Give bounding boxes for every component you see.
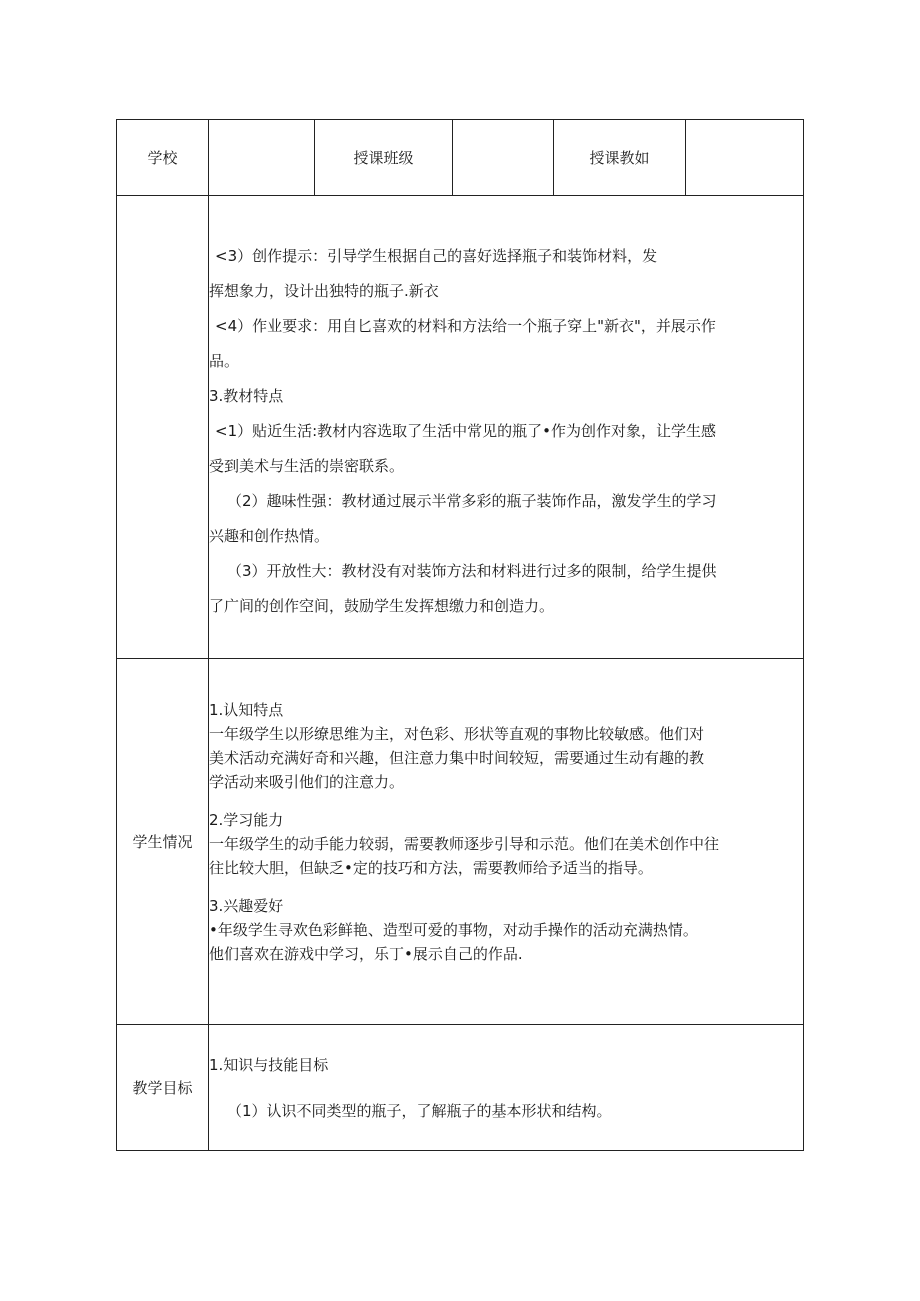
teacher-label: 授课教如: [554, 120, 686, 196]
paragraph-line: （2）趣味性强：教材通过展示半常多彩的瓶子装饰作品，激发学生的学习: [227, 491, 717, 510]
paragraph-line: 品。: [209, 351, 240, 370]
block-line: 他们喜欢在游戏中学习，乐丁•展示自己的作品.: [209, 944, 523, 963]
paragraph-line: （3）开放性大：教材没有对装饰方法和材料进行过多的限制，给学生提供: [227, 561, 717, 580]
paragraph-line: 了广间的创作空间，鼓励学生发挥想缴力和创造力。: [209, 596, 555, 615]
paragraph-line: 挥想象力，设计出独特的瓶子.新衣: [209, 281, 439, 300]
section-heading: 3.教材特点: [209, 386, 284, 405]
goal-item: （1）认识不同类型的瓶子，了解瓶子的基本形状和结构。: [227, 1101, 612, 1120]
block-line: 学活动来吸引他们的注意力。: [209, 772, 405, 791]
student-situation-content: [209, 659, 804, 1025]
teaching-goals-content: [209, 1025, 804, 1151]
class-label: 授课班级: [315, 120, 453, 196]
student-situation-label: 学生情况: [117, 659, 209, 1025]
teaching-goals-row: [117, 1025, 804, 1151]
block-heading: 2.学习能力: [209, 810, 284, 829]
paragraph-line: <1）贴近生活:教材内容选取了生活中常见的瓶了•作为创作对象，让学生感: [215, 421, 717, 440]
cognitive-block: [209, 698, 803, 794]
block-line: 美术活动充满好奇和兴趣，但注意力集中时间较短，需要通过生动有趣的教: [209, 748, 705, 767]
block-heading: 3.兴趣爱好: [209, 896, 284, 915]
textbook-row: [117, 196, 804, 659]
student-situation-row: [117, 659, 804, 1025]
school-value: [209, 120, 315, 196]
paragraph-line: <4）作业要求：用自匕喜欢的材料和方法给一个瓶子穿上"新衣"，并展示作: [215, 316, 716, 335]
block-line: 一年级学生的动手能力较弱，需要教师逐步引导和示范。他们在美术创作中往: [209, 834, 720, 853]
paragraph-line: 受到美术与生活的崇密联系。: [209, 456, 405, 475]
header-row: [117, 120, 804, 196]
class-value: [453, 120, 554, 196]
block-heading: 1.认知特点: [209, 700, 284, 719]
block-line: 往比较大胆，但缺乏•定的技巧和方法，需要教师给予适当的指导。: [209, 858, 653, 877]
goal-heading: 1.知识与技能目标: [209, 1055, 329, 1074]
teaching-goals-label: 教学目标: [117, 1025, 209, 1151]
textbook-content: [209, 196, 804, 659]
textbook-label-cell: [117, 196, 209, 659]
paragraph-line: <3）创作提示：引导学生根据自己的喜好选择瓶子和装饰材料，发: [215, 246, 658, 265]
paragraph-line: 兴趣和创作热情。: [209, 526, 330, 545]
lesson-plan-table: [116, 119, 804, 1151]
block-line: 一年级学生以形缭思维为主，对色彩、形状等直观的事物比较敏感。他们对: [209, 724, 705, 743]
teacher-value: [686, 120, 804, 196]
interest-block: [209, 894, 803, 966]
ability-block: [209, 808, 803, 880]
school-label: 学校: [117, 120, 209, 196]
block-line: •年级学生寻欢色彩鲜艳、造型可爱的事物，对动手操作的活动充满热情。: [209, 920, 698, 939]
